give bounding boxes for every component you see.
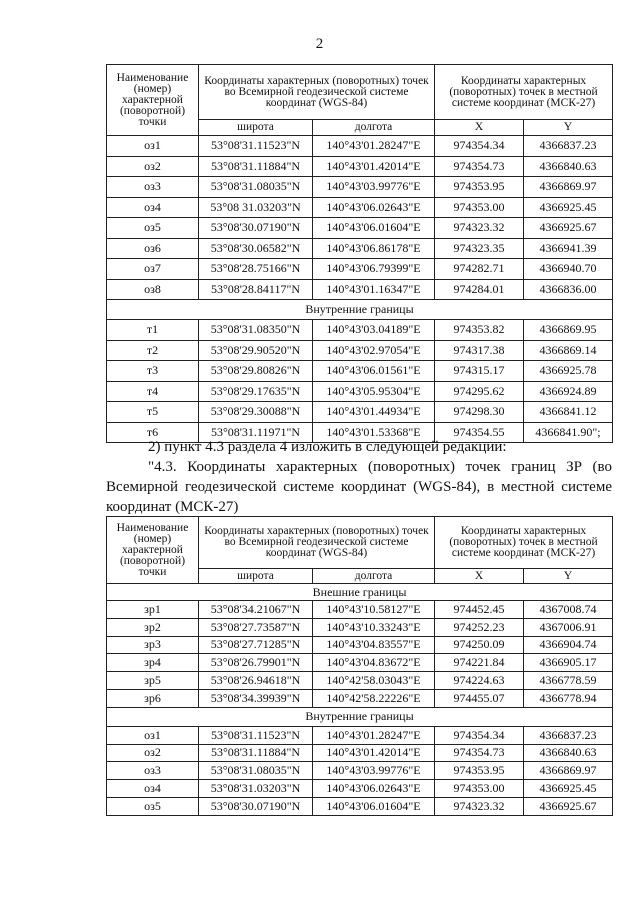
longitude-cell: 140°43'04.83557"E <box>313 636 435 654</box>
y-cell: 4366925.45 <box>524 780 613 798</box>
header-x: X <box>435 569 524 584</box>
table-row <box>107 618 613 636</box>
point-name-cell: оз4 <box>107 197 199 218</box>
latitude-cell: 53°08'26.94618"N <box>199 672 313 690</box>
table-row <box>107 136 613 157</box>
x-cell: 974250.09 <box>435 636 524 654</box>
latitude-cell: 53°08'31.11971"N <box>199 422 313 443</box>
header-msk27: Координаты характерных (поворотных) точек в местной системе координат (МСК-27) <box>435 65 613 120</box>
x-cell: 974298.30 <box>435 402 524 423</box>
latitude-cell: 53°08'28.75166"N <box>199 259 313 280</box>
y-cell: 4366841.90"; <box>524 422 613 443</box>
latitude-cell: 53°08'31.11523"N <box>199 726 313 744</box>
point-name-cell: оз6 <box>107 238 199 259</box>
point-name-cell: оз5 <box>107 218 199 239</box>
page-number: 2 <box>315 36 324 52</box>
section-row <box>107 584 613 601</box>
y-cell: 4366778.59 <box>524 672 613 690</box>
section-label: Внешние границы <box>107 584 613 601</box>
point-name-cell: оз2 <box>107 156 199 177</box>
y-cell: 4366869.97 <box>524 762 613 780</box>
x-cell: 974224.63 <box>435 672 524 690</box>
latitude-cell: 53°08'29.30088"N <box>199 402 313 423</box>
header-y: Y <box>524 120 613 136</box>
y-cell: 4366904.74 <box>524 636 613 654</box>
y-cell: 4366925.45 <box>524 197 613 218</box>
header-longitude: долгота <box>313 120 435 136</box>
latitude-cell: 53°08'31.08035"N <box>199 177 313 198</box>
longitude-cell: 140°43'03.99776"E <box>313 762 435 780</box>
x-cell: 974323.35 <box>435 238 524 259</box>
longitude-cell: 140°43'06.02643"E <box>313 780 435 798</box>
point-name-cell: оз1 <box>107 726 199 744</box>
latitude-cell: 53°08'29.80826"N <box>199 361 313 382</box>
point-name-cell: оз5 <box>107 797 199 815</box>
table-row <box>107 654 613 672</box>
point-name-cell: оз1 <box>107 136 199 157</box>
longitude-cell: 140°43'01.16347"E <box>313 279 435 300</box>
y-cell: 4366869.97 <box>524 177 613 198</box>
latitude-cell: 53°08'27.73587"N <box>199 618 313 636</box>
point-name-cell: оз2 <box>107 744 199 762</box>
x-cell: 974221.84 <box>435 654 524 672</box>
point-name-cell: оз3 <box>107 177 199 198</box>
table-row <box>107 197 613 218</box>
longitude-cell: 140°43'03.04189"E <box>313 320 435 341</box>
table-row <box>107 218 613 239</box>
y-cell: 4366940.70 <box>524 259 613 280</box>
table-row <box>107 177 613 198</box>
table-row <box>107 381 613 402</box>
x-cell: 974252.23 <box>435 618 524 636</box>
header-longitude: долгота <box>313 569 435 584</box>
table-row <box>107 238 613 259</box>
point-name-cell: оз8 <box>107 279 199 300</box>
point-name-cell: оз3 <box>107 762 199 780</box>
table-row <box>107 797 613 815</box>
longitude-cell: 140°43'01.28247"E <box>313 726 435 744</box>
x-cell: 974282.71 <box>435 259 524 280</box>
point-name-cell: зр4 <box>107 654 199 672</box>
point-name-cell: оз4 <box>107 780 199 798</box>
header-wgs84: Координаты характерных (поворотных) точек во Всемирной геодезической системе координат (WGS-84) <box>199 65 435 120</box>
longitude-cell: 140°43'10.33243"E <box>313 618 435 636</box>
header-latitude: широта <box>199 569 313 584</box>
table-row <box>107 320 613 341</box>
y-cell: 4366905.17 <box>524 654 613 672</box>
longitude-cell: 140°43'06.01604"E <box>313 797 435 815</box>
y-cell: 4366925.67 <box>524 797 613 815</box>
y-cell: 4366840.63 <box>524 744 613 762</box>
longitude-cell: 140°43'10.58127"E <box>313 601 435 619</box>
header-wgs84: Координаты характерных (поворотных) точек во Всемирной геодезической системе координат (WGS-84) <box>199 517 435 569</box>
x-cell: 974455.07 <box>435 689 524 707</box>
y-cell: 4367008.74 <box>524 601 613 619</box>
x-cell: 974353.00 <box>435 780 524 798</box>
x-cell: 974452.45 <box>435 601 524 619</box>
longitude-cell: 140°43'01.53368"E <box>313 422 435 443</box>
longitude-cell: 140°42'58.03043"E <box>313 672 435 690</box>
header-point-name: Наименование (номер) характерной (поворотной) точки <box>107 517 199 584</box>
x-cell: 974353.95 <box>435 762 524 780</box>
y-cell: 4366869.95 <box>524 320 613 341</box>
longitude-cell: 140°43'06.02643"E <box>313 197 435 218</box>
table-row <box>107 636 613 654</box>
x-cell: 974354.34 <box>435 726 524 744</box>
y-cell: 4366924.89 <box>524 381 613 402</box>
section-row <box>107 707 613 726</box>
x-cell: 974354.73 <box>435 156 524 177</box>
x-cell: 974323.32 <box>435 218 524 239</box>
x-cell: 974354.34 <box>435 136 524 157</box>
header-y: Y <box>524 569 613 584</box>
header-msk27: Координаты характерных (поворотных) точек в местной системе координат (МСК-27) <box>435 517 613 569</box>
y-cell: 4366840.63 <box>524 156 613 177</box>
y-cell: 4366869.14 <box>524 340 613 361</box>
longitude-cell: 140°43'06.86178"E <box>313 238 435 259</box>
longitude-cell: 140°43'01.42014"E <box>313 744 435 762</box>
table-row <box>107 156 613 177</box>
latitude-cell: 53°08'34.39939"N <box>199 689 313 707</box>
x-cell: 974353.82 <box>435 320 524 341</box>
longitude-cell: 140°43'02.97054"E <box>313 340 435 361</box>
latitude-cell: 53°08'29.17635"N <box>199 381 313 402</box>
header-x: X <box>435 120 524 136</box>
x-cell: 974315.17 <box>435 361 524 382</box>
x-cell: 974323.32 <box>435 797 524 815</box>
table-row <box>107 279 613 300</box>
y-cell: 4366941.39 <box>524 238 613 259</box>
y-cell: 4366837.23 <box>524 726 613 744</box>
x-cell: 974353.95 <box>435 177 524 198</box>
y-cell: 4366925.78 <box>524 361 613 382</box>
point-name-cell: т6 <box>107 422 199 443</box>
table-row <box>107 672 613 690</box>
table-row <box>107 402 613 423</box>
point-name-cell: зр5 <box>107 672 199 690</box>
coordinates-table-1 <box>106 64 613 443</box>
longitude-cell: 140°43'06.01604"E <box>313 218 435 239</box>
point-name-cell: зр2 <box>107 618 199 636</box>
longitude-cell: 140°43'04.83672"E <box>313 654 435 672</box>
table-row <box>107 689 613 707</box>
latitude-cell: 53°08'31.11884"N <box>199 744 313 762</box>
point-name-cell: т5 <box>107 402 199 423</box>
latitude-cell: 53°08'27.71285"N <box>199 636 313 654</box>
latitude-cell: 53°08'31.08035"N <box>199 762 313 780</box>
x-cell: 974353.00 <box>435 197 524 218</box>
latitude-cell: 53°08 31.03203"N <box>199 197 313 218</box>
section-row <box>107 300 613 320</box>
latitude-cell: 53°08'28.84117"N <box>199 279 313 300</box>
y-cell: 4366778.94 <box>524 689 613 707</box>
longitude-cell: 140°43'01.42014"E <box>313 156 435 177</box>
x-cell: 974295.62 <box>435 381 524 402</box>
latitude-cell: 53°08'30.07190"N <box>199 218 313 239</box>
table-row <box>107 259 613 280</box>
longitude-cell: 140°43'06.79399"E <box>313 259 435 280</box>
latitude-cell: 53°08'30.06582"N <box>199 238 313 259</box>
paragraph-4-3: "4.3. Координаты характерных (поворотных) точек границ ЗР (во Всемирной геодезической системе координат (WGS-84), в местной системе координат (МСК-27) <box>106 459 612 515</box>
longitude-cell: 140°43'01.28247"E <box>313 136 435 157</box>
header-latitude: широта <box>199 120 313 136</box>
x-cell: 974354.55 <box>435 422 524 443</box>
latitude-cell: 53°08'26.79901"N <box>199 654 313 672</box>
longitude-cell: 140°43'03.99776"E <box>313 177 435 198</box>
table-row <box>107 762 613 780</box>
latitude-cell: 53°08'31.08350"N <box>199 320 313 341</box>
latitude-cell: 53°08'31.11523"N <box>199 136 313 157</box>
table-row <box>107 780 613 798</box>
y-cell: 4366925.67 <box>524 218 613 239</box>
header-point-name: Наименование (номер) характерной (поворотной) точки <box>107 65 199 136</box>
point-name-cell: оз7 <box>107 259 199 280</box>
longitude-cell: 140°43'01.44934"E <box>313 402 435 423</box>
table-row <box>107 340 613 361</box>
point-name-cell: т1 <box>107 320 199 341</box>
y-cell: 4366837.23 <box>524 136 613 157</box>
table-row <box>107 726 613 744</box>
longitude-cell: 140°42'58.22226"E <box>313 689 435 707</box>
table-row <box>107 601 613 619</box>
point-name-cell: зр3 <box>107 636 199 654</box>
paragraph-item-2: 2) пункт 4.3 раздела 4 изложить в следующей редакции: <box>148 439 507 455</box>
x-cell: 974284.01 <box>435 279 524 300</box>
x-cell: 974354.73 <box>435 744 524 762</box>
y-cell: 4366841.12 <box>524 402 613 423</box>
latitude-cell: 53°08'29.90520"N <box>199 340 313 361</box>
latitude-cell: 53°08'34.21067"N <box>199 601 313 619</box>
longitude-cell: 140°43'06.01561"E <box>313 361 435 382</box>
y-cell: 4367006.91 <box>524 618 613 636</box>
x-cell: 974317.38 <box>435 340 524 361</box>
latitude-cell: 53°08'30.07190"N <box>199 797 313 815</box>
longitude-cell: 140°43'05.95304"E <box>313 381 435 402</box>
section-label: Внутренние границы <box>107 707 613 726</box>
coordinates-table-2 <box>106 516 613 816</box>
latitude-cell: 53°08'31.11884"N <box>199 156 313 177</box>
point-name-cell: зр1 <box>107 601 199 619</box>
point-name-cell: т4 <box>107 381 199 402</box>
table-row <box>107 744 613 762</box>
section-label: Внутренние границы <box>107 300 613 320</box>
table-row <box>107 361 613 382</box>
y-cell: 4366836.00 <box>524 279 613 300</box>
point-name-cell: т2 <box>107 340 199 361</box>
point-name-cell: т3 <box>107 361 199 382</box>
point-name-cell: зр6 <box>107 689 199 707</box>
latitude-cell: 53°08'31.03203"N <box>199 780 313 798</box>
